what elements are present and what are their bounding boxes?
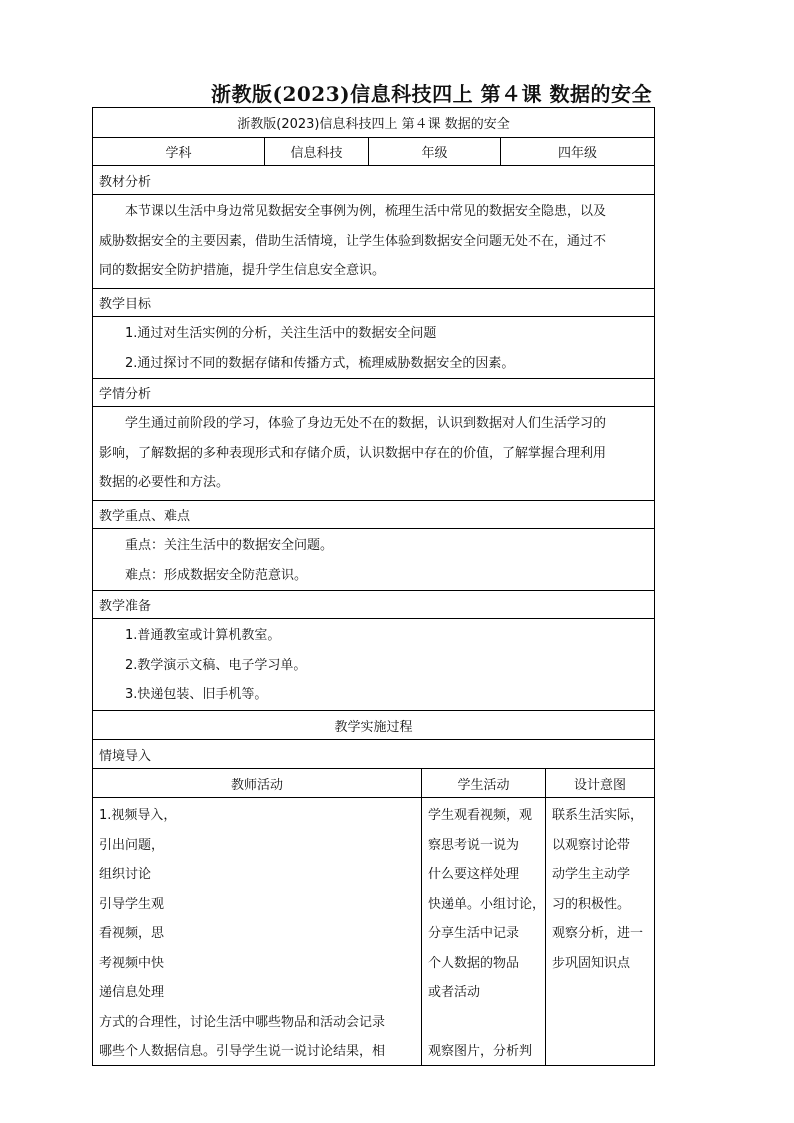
teacher-line: 方式的合理性，讨论生活中哪些物品和活动会记录 — [99, 1014, 386, 1030]
activity-row — [93, 798, 654, 1066]
goals-body-row — [93, 317, 654, 379]
student-line — [428, 1008, 539, 1038]
teacher-line: 考视频中快 — [99, 955, 165, 971]
subject-value: 信息科技 — [265, 138, 369, 165]
student-line: 观察图片，分析判 — [428, 1044, 533, 1059]
student-line: 学生观看视频，观 — [428, 808, 533, 823]
intent-line: 习的积极性。 — [552, 896, 631, 912]
header-cell: 浙教版(2023)信息科技四上 第４课 数据的安全 — [237, 117, 510, 132]
teacher-activity-cell — [93, 798, 422, 1065]
teacher-line: 哪些个人数据信息。引导学生说一说讨论结果，相 — [99, 1044, 386, 1059]
goal-item: 2.通过探讨不同的数据存储和传播方式，梳理威胁数据安全的因素。 — [125, 355, 515, 371]
student-line: 察思考说一说为 — [428, 837, 520, 853]
teacher-line: 组织讨论 — [99, 867, 152, 882]
grade-value: 四年级 — [557, 146, 597, 161]
students-heading-row — [93, 379, 654, 407]
intent-line: 以观察讨论带 — [552, 837, 631, 853]
teacher-column-header: 教师活动 — [93, 769, 422, 797]
grade-label: 年级 — [369, 138, 501, 165]
goal-item: 1.通过对生活实例的分析，关注生活中的数据安全问题 — [125, 326, 437, 341]
goals-heading-row — [93, 289, 654, 317]
materials-body-row — [93, 195, 654, 289]
teacher-line: 递信息处理 — [99, 985, 165, 1000]
subject-label: 学科 — [93, 138, 265, 165]
keypoints-body — [93, 529, 654, 590]
teacher-line: 看视频，思 — [99, 926, 165, 941]
column-header-row — [93, 769, 654, 798]
student-line: 快递单。小组讨论， — [428, 896, 546, 912]
student-line: 分享生活中记录 — [428, 926, 520, 941]
student-line: 个人数据的物品 — [428, 955, 520, 971]
students-body — [93, 407, 654, 500]
materials-heading-row — [93, 166, 654, 195]
document-title: 浙教版(2023)信息科技四上 第４课 数据的安全 — [210, 82, 652, 106]
student-line: 什么要这样处理 — [428, 867, 520, 882]
materials-heading: 教材分析 — [99, 174, 152, 190]
students-line: 数据的必要性和方法。 — [99, 475, 230, 490]
preparation-item: 2.教学演示文稿、电子学习单。 — [125, 657, 307, 673]
teacher-line: 引导学生观 — [99, 896, 165, 912]
process-heading-row — [93, 711, 654, 740]
preparation-body-row — [93, 619, 654, 711]
intent-line: 步巩固知识点 — [552, 955, 631, 971]
preparation-body — [93, 619, 654, 710]
keypoint-item: 难点：形成数据安全防范意识。 — [125, 567, 308, 583]
student-line: 或者活动 — [428, 985, 481, 1000]
process-heading: 教学实施过程 — [334, 719, 413, 735]
header-row — [93, 108, 654, 138]
preparation-item: 1.普通教室或计算机教室。 — [125, 628, 281, 643]
keypoints-heading: 教学重点、难点 — [99, 509, 191, 524]
student-column-header: 学生活动 — [422, 769, 546, 797]
intent-line: 动学生主动学 — [552, 867, 631, 882]
keypoint-item: 重点：关注生活中的数据安全问题。 — [125, 538, 334, 553]
preparation-heading-row — [93, 591, 654, 619]
students-line: 影响，了解数据的多种表现形式和存储介质，认识数据中存在的价值，了解掌握合理利用 — [99, 445, 607, 461]
info-row — [93, 138, 654, 166]
goals-heading: 教学目标 — [99, 297, 152, 312]
teacher-line: 引出问题， — [99, 837, 165, 853]
preparation-item: 3.快递包装、旧手机等。 — [125, 687, 268, 702]
goals-body — [93, 317, 654, 378]
keypoints-heading-row — [93, 501, 654, 529]
intent-line: 观察分析，进一 — [552, 926, 644, 941]
materials-line: 同的数据安全防护措施，提升学生信息安全意识。 — [99, 263, 386, 278]
teacher-line: 1.视频导入， — [99, 808, 177, 823]
intent-cell — [546, 798, 654, 1065]
students-line: 学生通过前阶段的学习，体验了身边无处不在的数据，认识到数据对人们生活学习的 — [125, 416, 607, 431]
stage-row — [93, 740, 654, 769]
materials-line: 威胁数据安全的主要因素，借助生活情境，让学生体验到数据安全问题无处不在，通过不 — [99, 233, 607, 249]
materials-body — [93, 195, 654, 288]
students-body-row — [93, 407, 654, 501]
student-activity-cell — [422, 798, 546, 1065]
intent-column-header: 设计意图 — [573, 777, 626, 793]
stage-heading: 情境导入 — [99, 748, 152, 764]
materials-line: 本节课以生活中身边常见数据安全事例为例，梳理生活中常见的数据安全隐患，以及 — [125, 204, 607, 219]
keypoints-body-row — [93, 529, 654, 591]
intent-line: 联系生活实际， — [552, 808, 644, 823]
preparation-heading: 教学准备 — [99, 599, 152, 614]
lesson-plan-table — [92, 107, 655, 1066]
students-heading: 学情分析 — [99, 387, 152, 402]
